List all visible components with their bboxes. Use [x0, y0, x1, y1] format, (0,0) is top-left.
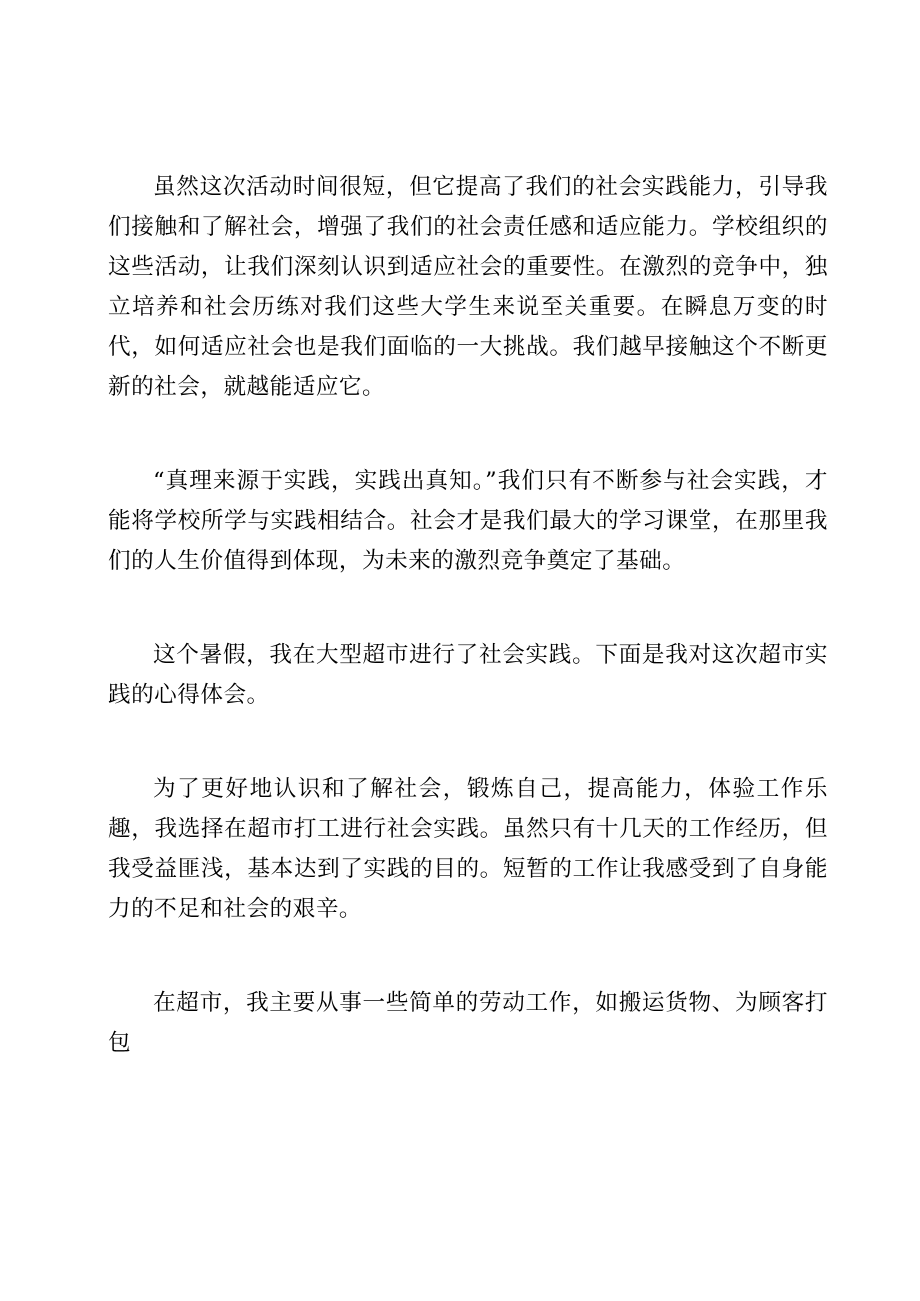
- paragraph-5: 在超市，我主要从事一些简单的劳动工作，如搬运货物、为顾客打包: [108, 990, 828, 1056]
- paragraph-2: “真理来源于实践，实践出真知。”我们只有不断参与社会实践，才能将学校所学与实践相结合。社会才是我们最大的学习课堂，在那里我们的人生价值得到体现，为未来的激烈竞争奠定了基础。: [108, 468, 828, 574]
- document-body: [108, 167, 828, 1117]
- paragraph-3: 这个暑假，我在大型超市进行了社会实践。下面是我对这次超市实践的心得体会。: [108, 642, 828, 708]
- paragraph-1: 虽然这次活动时间很短，但它提高了我们的社会实践能力，引导我们接触和了解社会，增强了我们的社会责任感和适应能力。学校组织的这些活动，让我们深刻认识到适应社会的重要性。在激烈的竞争中，独立培养和社会历练对我们这些大学生来说至关重要。在瞬息万变的时代，如何适应社会也是我们面临的一大挑战。我们越早接触这个不断更新的社会，就越能适应它。: [108, 174, 828, 400]
- paragraph-4: 为了更好地认识和了解社会，锻炼自己，提高能力，体验工作乐趣，我选择在超市打工进行社会实践。虽然只有十几天的工作经历，但我受益匪浅，基本达到了实践的目的。短暂的工作让我感受到了自身能力的不足和社会的艰辛。: [108, 776, 828, 922]
